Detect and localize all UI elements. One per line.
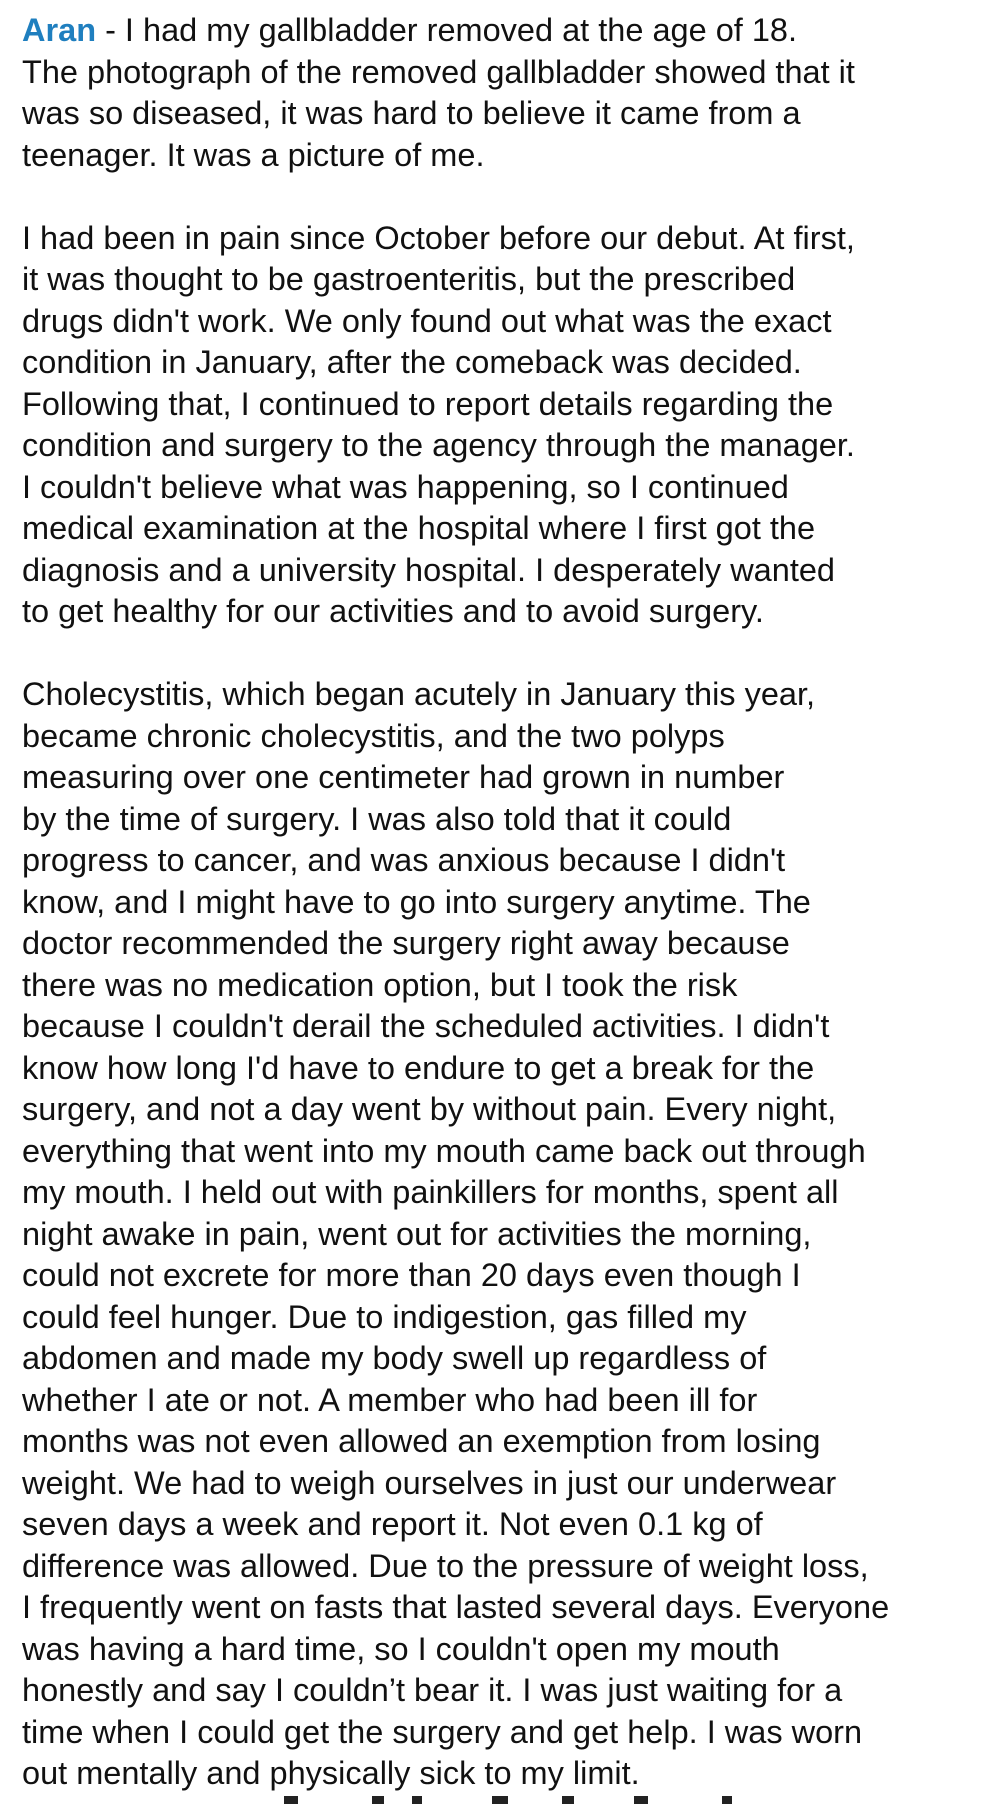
text-line: know how long I'd have to endure to get a break for the [22,1049,815,1086]
text-line: out mentally and physically sick to my limit. [22,1755,640,1791]
intro-line-text: - I had my gallbladder removed at the age of 18. [96,12,798,48]
text-line: whether I ate or not. A member who had been ill for [22,1381,758,1418]
text-line: know, and I might have to go into surgery anytime. The [22,883,811,920]
text-line: there was no medication option, but I took the risk [22,966,738,1003]
paragraph-pain-history [22,218,992,633]
text-line: abdomen and made my body swell up regardless of [22,1340,767,1376]
text-line: condition in January, after the comeback was decided. [22,344,802,380]
text-line: drugs didn't work. We only found out what was the exact [22,302,832,339]
text-line: because I couldn't derail the scheduled activities. I didn't [22,1008,830,1044]
text-line: difference was allowed. Due to the pressure of weight loss, [22,1547,869,1584]
text-line: time when I could get the surgery and get help. I was worn [22,1713,863,1750]
text-line [22,10,992,52]
text-line: night awake in pain, went out for activities the morning, [22,1215,812,1252]
text-line: to get healthy for our activities and to avoid surgery. [22,593,764,629]
text-line: everything that went into my mouth came back out through [22,1132,866,1169]
text-line: I couldn't believe what was happening, so I continued [22,468,789,505]
text-line: could feel hunger. Due to indigestion, gas filled my [22,1298,747,1335]
text-line: I frequently went on fasts that lasted several days. Everyone [22,1589,890,1625]
cropped-text-line [22,1796,992,1818]
text-line: I had been in pain since October before our debut. At first, [22,219,855,256]
text-line: months was not even allowed an exemption from losing [22,1423,821,1459]
text-line: my mouth. I held out with painkillers for months, spent all [22,1174,839,1210]
text-line: Cholecystitis, which began acutely in January this year, [22,676,816,712]
text-line: surgery, and not a day went by without pain. Every night, [22,1091,837,1127]
speaker-name: Aran [22,12,97,48]
text-line: progress to cancer, and was anxious because I didn't [22,842,786,878]
text-line: could not excrete for more than 20 days even though I [22,1257,801,1293]
text-line: doctor recommended the surgery right away because [22,925,790,961]
text-line: condition and surgery to the agency through the manager. [22,427,855,463]
text-line: The photograph of the removed gallbladder showed that it [22,53,855,90]
text-line: was so diseased, it was hard to believe it came from a [22,95,801,131]
text-line: by the time of surgery. I was also told that it could [22,800,732,837]
text-line: seven days a week and report it. Not even 0.1 kg of [22,1506,763,1542]
text-line: medical examination at the hospital where I first got the [22,510,816,546]
text-line: it was thought to be gastroenteritis, but the prescribed [22,261,796,297]
text-line: teenager. It was a picture of me. [22,136,485,173]
text-line: weight. We had to weigh ourselves in just our underwear [22,1464,837,1501]
paragraph-intro [22,10,992,176]
text-line: Following that, I continued to report details regarding the [22,385,834,422]
testimony-document [22,10,992,1795]
text-line: honestly and say I couldn’t bear it. I was just waiting for a [22,1672,843,1708]
text-line: was having a hard time, so I couldn't open my mouth [22,1630,780,1667]
paragraph-cholecystitis [22,674,992,1795]
text-line: diagnosis and a university hospital. I desperately wanted [22,551,835,588]
text-line: became chronic cholecystitis, and the two polyps [22,717,725,754]
text-line: measuring over one centimeter had grown in number [22,759,785,795]
